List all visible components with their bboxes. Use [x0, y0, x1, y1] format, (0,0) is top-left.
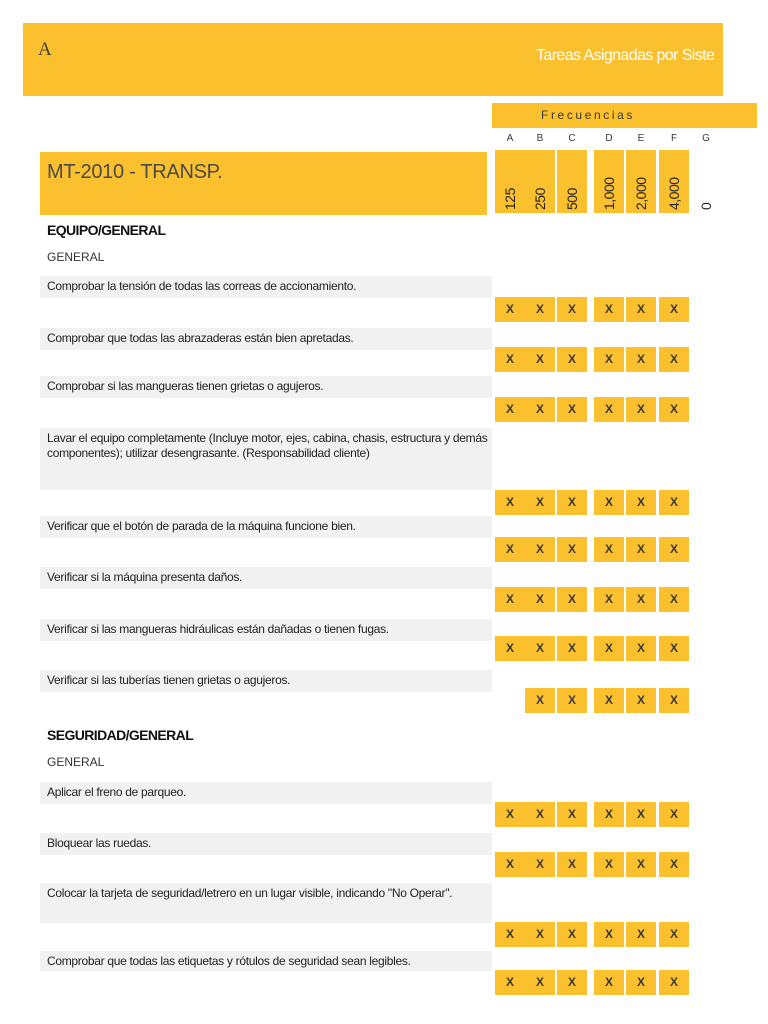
frequency-mark: X	[557, 852, 587, 877]
frequency-value-c: 500	[564, 188, 580, 210]
task-description: Lavar el equipo completamente (Incluye motor, ejes, cabina, chasis, estructura y demás componentes); utilizar desengrasante. (Responsabilidad cliente)	[40, 428, 492, 490]
frequency-mark: X	[626, 297, 656, 322]
frequency-letter-d: D	[605, 133, 613, 144]
frequency-value-e: 2,000	[633, 177, 649, 210]
frequency-mark: X	[557, 802, 587, 827]
task-description: Verificar si las mangueras hidráulicas están dañadas o tienen fugas.	[40, 619, 492, 641]
frequency-mark: X	[525, 970, 555, 995]
frequency-mark: X	[557, 397, 587, 422]
frequency-mark: X	[626, 347, 656, 372]
frequency-mark: X	[594, 490, 624, 515]
frequency-mark: X	[495, 537, 525, 562]
subsection-title: GENERAL	[47, 250, 105, 264]
frequency-mark: X	[525, 636, 555, 661]
frequency-mark: X	[659, 922, 689, 947]
frequency-mark: X	[659, 852, 689, 877]
frequency-mark: X	[525, 922, 555, 947]
frequency-value-b: 250	[532, 188, 548, 210]
frequency-mark: X	[594, 537, 624, 562]
task-description: Comprobar la tensión de todas las correas de accionamiento.	[40, 276, 492, 298]
model-banner	[40, 152, 487, 215]
frequency-letter-e: E	[637, 133, 645, 144]
banner-title: Tareas Asignadas por Siste	[536, 47, 715, 64]
frequency-mark: X	[626, 802, 656, 827]
frequency-mark: X	[594, 347, 624, 372]
top-banner	[23, 23, 723, 96]
frequency-mark: X	[525, 587, 555, 612]
frequency-mark: X	[594, 297, 624, 322]
task-description: Aplicar el freno de parqueo.	[40, 782, 492, 804]
frequency-value-g: 0	[698, 202, 714, 210]
frequency-mark: X	[626, 636, 656, 661]
task-description: Comprobar que todas las etiquetas y rótulos de seguridad sean legibles.	[40, 951, 492, 971]
frequency-mark: X	[659, 297, 689, 322]
frequency-mark: X	[659, 537, 689, 562]
frequency-mark: X	[525, 802, 555, 827]
frequency-mark: X	[525, 537, 555, 562]
frequency-letter-b: B	[536, 133, 544, 144]
frequency-mark: X	[495, 970, 525, 995]
section-title: SEGURIDAD/GENERAL	[47, 727, 194, 743]
banner-letter: A	[38, 39, 52, 60]
frequency-mark: X	[626, 852, 656, 877]
frequency-mark: X	[659, 347, 689, 372]
frequency-mark: X	[626, 587, 656, 612]
frequency-mark: X	[525, 297, 555, 322]
frequency-mark: X	[495, 490, 525, 515]
frequency-mark: X	[557, 970, 587, 995]
frequency-mark: X	[626, 397, 656, 422]
frequency-mark: X	[659, 636, 689, 661]
frequencies-label: Frecuencias	[541, 108, 635, 122]
frequency-mark: X	[557, 490, 587, 515]
frequency-mark: X	[495, 397, 525, 422]
frequency-mark: X	[525, 490, 555, 515]
frequency-letter-c: C	[568, 133, 576, 144]
frequency-mark: X	[659, 587, 689, 612]
frequency-mark: X	[495, 636, 525, 661]
frequency-letter-g: G	[702, 133, 710, 144]
frequency-mark: X	[525, 852, 555, 877]
task-description: Verificar que el botón de parada de la máquina funcione bien.	[40, 516, 492, 538]
frequency-mark: X	[626, 970, 656, 995]
frequency-mark: X	[594, 587, 624, 612]
frequency-mark: X	[659, 970, 689, 995]
frequency-mark: X	[594, 636, 624, 661]
frequency-mark: X	[495, 922, 525, 947]
task-description: Colocar la tarjeta de seguridad/letrero en un lugar visible, indicando "No Operar".	[40, 883, 492, 923]
frequency-mark: X	[525, 688, 555, 713]
frequency-mark: X	[495, 587, 525, 612]
frequency-value-d: 1,000	[601, 177, 617, 210]
frequency-mark: X	[495, 297, 525, 322]
frequency-mark: X	[557, 587, 587, 612]
frequency-mark: X	[594, 397, 624, 422]
task-description: Verificar si la máquina presenta daños.	[40, 567, 492, 589]
frequency-mark: X	[594, 970, 624, 995]
task-description: Comprobar si las mangueras tienen grietas o agujeros.	[40, 376, 492, 398]
frequency-mark: X	[626, 922, 656, 947]
frequency-mark: X	[525, 397, 555, 422]
frequency-mark: X	[626, 537, 656, 562]
task-description: Verificar si las tuberías tienen grietas o agujeros.	[40, 670, 492, 692]
frequency-mark: X	[557, 636, 587, 661]
task-description: Comprobar que todas las abrazaderas están bien apretadas.	[40, 328, 492, 350]
section-title: EQUIPO/GENERAL	[47, 222, 166, 238]
frequency-mark: X	[659, 490, 689, 515]
frequency-mark: X	[495, 347, 525, 372]
frequency-mark: X	[626, 688, 656, 713]
subsection-title: GENERAL	[47, 755, 105, 769]
frequency-mark: X	[557, 347, 587, 372]
frequency-value-f: 4,000	[666, 177, 682, 210]
frequency-mark: X	[557, 537, 587, 562]
frequency-mark: X	[495, 852, 525, 877]
frequency-mark: X	[557, 297, 587, 322]
frequency-mark: X	[557, 688, 587, 713]
frequency-mark: X	[626, 490, 656, 515]
frequency-mark: X	[594, 852, 624, 877]
frequency-mark: X	[659, 802, 689, 827]
frequency-value-a: 125	[502, 188, 518, 210]
frequency-mark: X	[594, 688, 624, 713]
frequency-letter-f: F	[670, 133, 678, 144]
frequency-mark: X	[557, 922, 587, 947]
model-title: MT-2010 - TRANSP.	[47, 161, 223, 183]
frequency-mark: X	[659, 688, 689, 713]
frequency-mark: X	[495, 802, 525, 827]
frequency-mark: X	[525, 347, 555, 372]
task-description: Bloquear las ruedas.	[40, 833, 492, 855]
frequency-mark: X	[594, 802, 624, 827]
frequency-mark: X	[594, 922, 624, 947]
frequency-letter-a: A	[506, 133, 514, 144]
frequency-mark: X	[659, 397, 689, 422]
